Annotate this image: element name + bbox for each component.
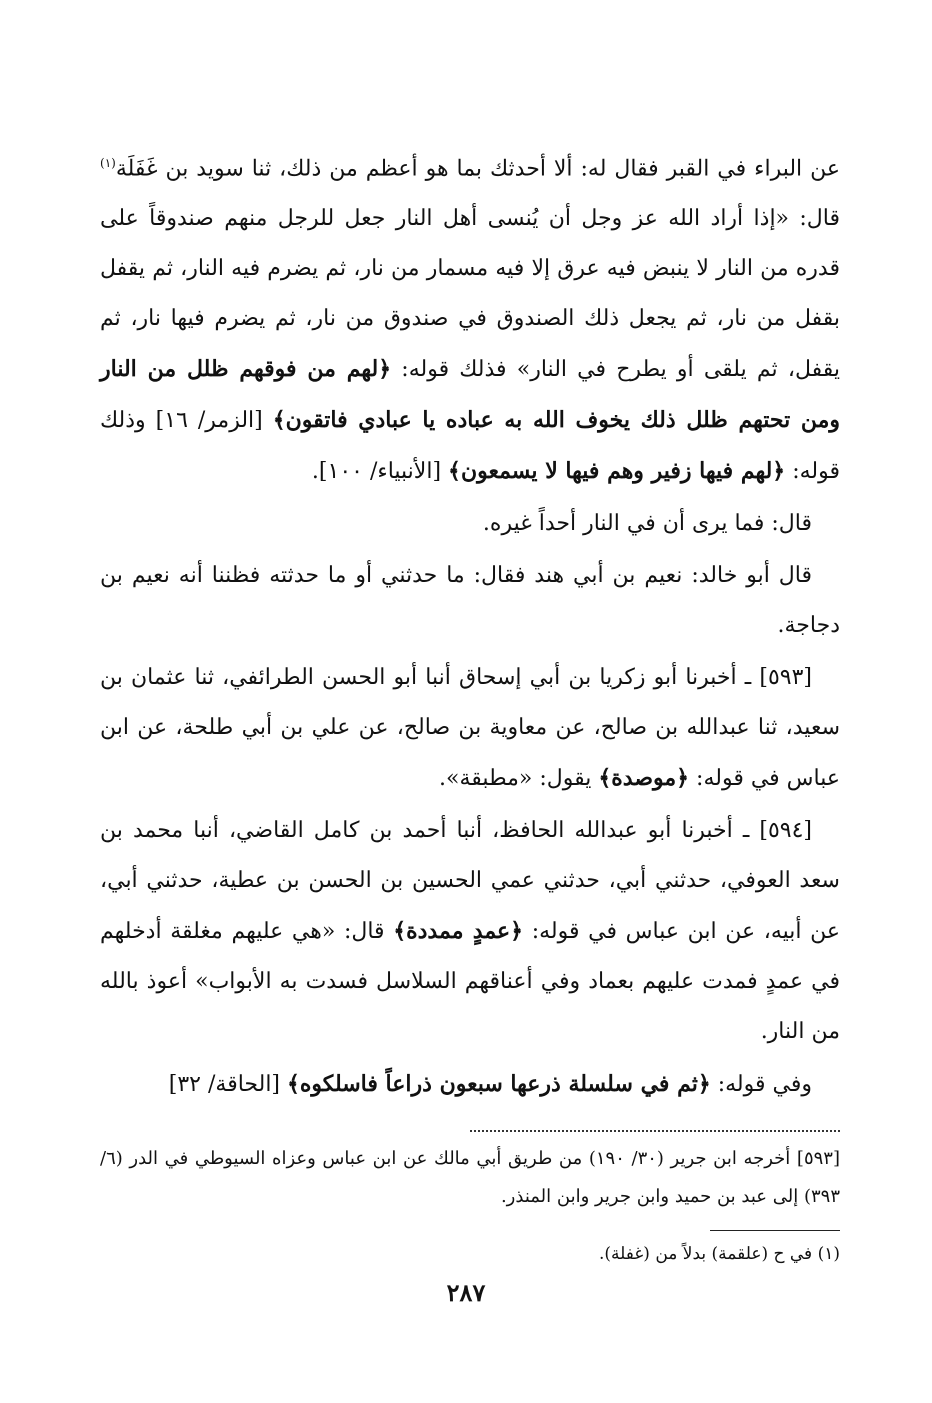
paragraph-text: [٥٩٤] ـ أخبرنا أبو عبدالله الحافظ، أنبا أحمد بن كامل القاضي، أنبا محمد بن سعد العوفي، حدثني أبي، حدثني عمي الحسين بن الحسن بن عطية، حدثني أبي، عن أبيه، عن ابن عباس في قوله: xyxy=(100,818,841,945)
paragraph-text: يقول: «مطبقة». xyxy=(439,766,599,792)
hadith-594 xyxy=(100,806,840,1057)
quran-quote: ﴿عمدٍ ممددة﴾ xyxy=(393,918,524,945)
quran-quote: ﴿لهم من فوقهم ظلل من النار ومن تحتهم ظلل ذلك يخوف الله به عباده يا عبادي فاتقون﴾ xyxy=(100,356,841,434)
quran-quote: ﴿لهم فيها زفير وهم فيها لا يسمعون﴾ xyxy=(448,458,786,485)
footnote-1: (١) في ح (علقمة) بدلاً من (غفلة). xyxy=(599,1244,840,1265)
takhrij-footnote: [٥٩٣] أخرجه ابن جرير (٣٠/ ١٩٠) من طريق أبي مالك عن ابن عباس وعزاه السيوطي في الدر (٦/ ٣٩٣) إلى عبد بن حميد وابن جرير وابن المنذر. xyxy=(100,1148,840,1208)
paragraph-text: عن البراء في القبر فقال له: ألا أحدثك بما هو أعظم من ذلك، ثنا سويد بن غَفَلَة xyxy=(115,156,840,182)
quran-reference: [الزمر/ ١٦] وذلك قوله: xyxy=(100,408,840,485)
footnote-marker: (١) xyxy=(100,156,116,170)
quran-reference: [الأنبياء/ ١٠٠]. xyxy=(311,459,449,485)
quran-quote: ﴿ثم في سلسلة ذرعها سبعون ذراعاً فاسلكوه﴾ xyxy=(287,1071,711,1098)
body-paragraph-2: قال: فما يرى أن في النار أحداً غيره. xyxy=(482,511,812,537)
footnote-separator xyxy=(470,1130,840,1132)
footnote-rule xyxy=(710,1230,840,1231)
paragraph-text: قال: «إذا أراد الله عز وجل أن يُنسى أهل النار جعل للرجل منهم صندوقاً على قدره من النار لا ينبض فيه عرق إلا فيه مسمار من نار، ثم يضرم فيه النار، ثم يقفل بقفل من نار، ثم يجعل ذلك الصندوق في صندوق من نار، ثم يضرم فيها نار، ثم يقفل، ثم يلقى أو يطرح في النار» فذلك قوله: xyxy=(100,206,840,383)
paragraph-text: [٥٩٣] ـ أخبرنا أبو زكريا بن أبي إسحاق أنبا أبو الحسن الطرائفي، ثنا عثمان بن سعيد، ثنا عبدالله بن صالح، عن معاوية بن صالح، عن علي بن أبي طلحة، عن ابن عباس في قوله: xyxy=(100,665,840,792)
body-paragraph-1 xyxy=(100,138,840,497)
body-paragraph-6 xyxy=(100,1059,840,1110)
quran-quote: ﴿موصدة﴾ xyxy=(598,765,690,792)
quran-reference: [الحاقة/ ٣٢] xyxy=(168,1072,288,1098)
hadith-593 xyxy=(100,653,840,804)
page-number: ٢٨٧ xyxy=(446,1278,486,1307)
paragraph-text: قال: «هي عليهم مغلقة أدخلهم في عمدٍ فمدت عليهم بعماد وفي أعناقهم السلاسل فسدت به الأبواب» أعوذ بالله من النار. xyxy=(100,919,840,1045)
paragraph-text: وفي قوله: xyxy=(710,1072,812,1098)
body-paragraph-3: قال أبو خالد: نعيم بن أبي هند فقال: ما حدثني أو ما حدثته فظننا أنه نعيم بن دجاجة. xyxy=(100,563,840,639)
